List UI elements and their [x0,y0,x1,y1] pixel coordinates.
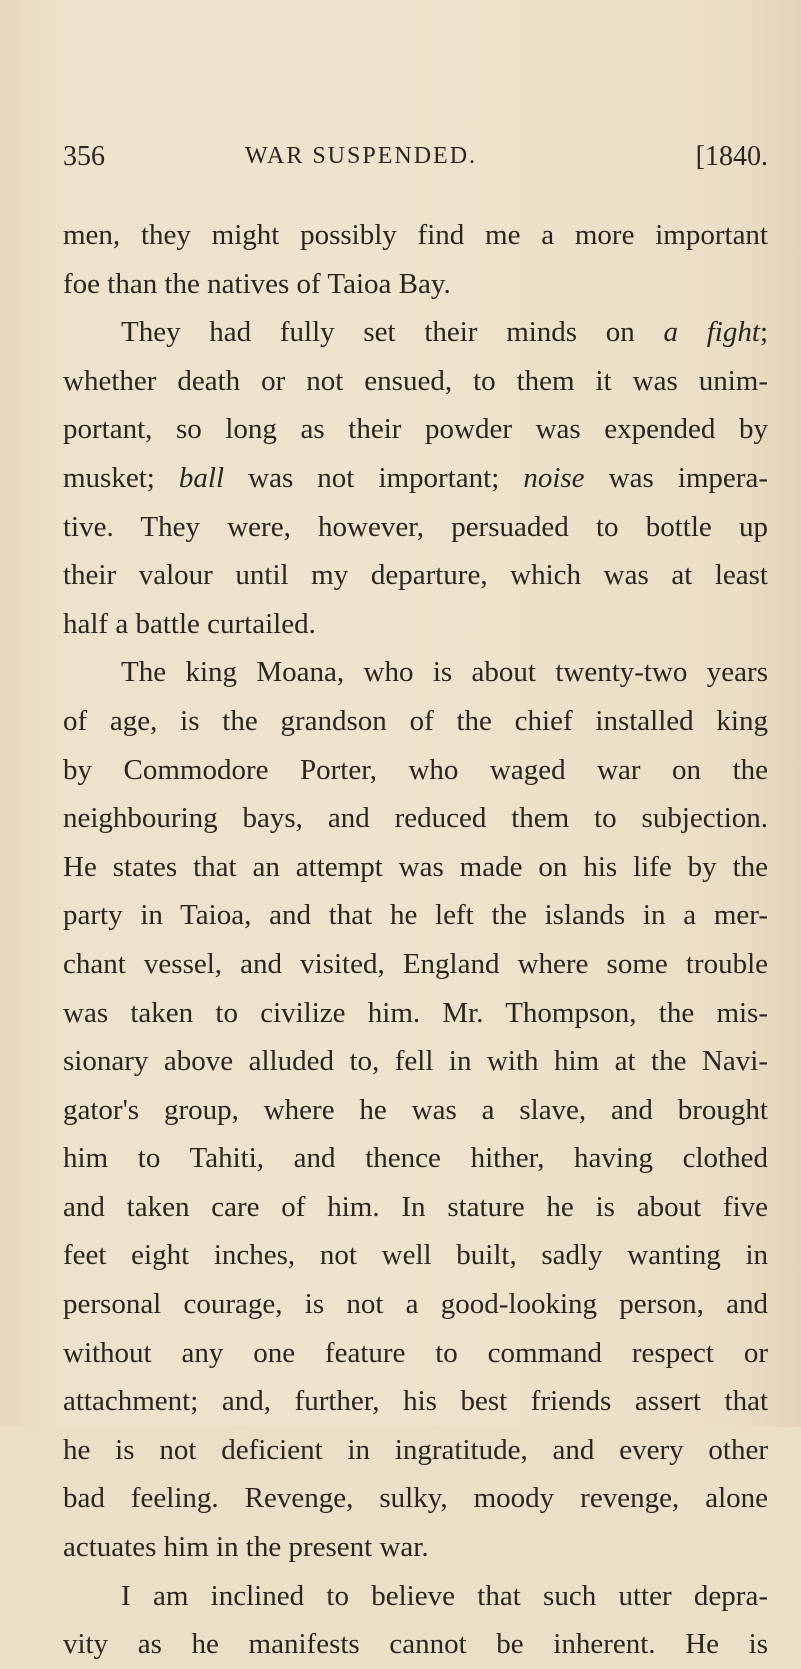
running-header [63,141,768,181]
text-line: The king Moana, who is about twenty-two years [121,656,768,689]
text-line: neighbouring bays, and reduced them to subjection. [63,802,768,835]
text-line: party in Taioa, and that he left the islands in a mer- [63,899,768,932]
text-line: I am inclined to believe that such utter depra- [121,1579,768,1612]
text-line: gator's group, where he was a slave, and brought [63,1093,768,1126]
text-line: He states that an attempt was made on his life by the [63,850,768,883]
text-line: musket; ball was not important; noise was impera- [63,461,768,494]
body-text [63,211,768,1669]
text-line: without any one feature to command respect or [63,1336,768,1369]
text-line: bad feeling. Revenge, sulky, moody revenge, alone [63,1482,768,1515]
italic-word: a fight [663,316,760,349]
text-line: whether death or not ensued, to them it was unim- [63,364,768,397]
italic-word: noise [523,461,585,494]
italic-word: ball [178,461,225,494]
text-line: and taken care of him. In stature he is about five [63,1190,768,1223]
text-line: sionary above alluded to, fell in with him at the Navi- [63,1045,768,1078]
text-line: feet eight inches, not well built, sadly wanting in [63,1239,768,1272]
text-line: of age, is the grandson of the chief installed king [63,704,768,737]
text-line: portant, so long as their powder was expended by [63,413,768,446]
text-line: chant vessel, and visited, England where some trouble [63,947,768,980]
text-line: vity as he manifests cannot be inherent. He is [63,1628,768,1661]
page-number: 356 [63,141,105,172]
paragraph-3 [63,648,768,1571]
running-title: WAR SUSPENDED. [245,143,478,169]
text-line: They had fully set their minds on a fight; [121,316,768,349]
text-line: personal courage, is not a good-looking person, and [63,1288,768,1321]
text-line: tive. They were, however, persuaded to bottle up [63,510,768,543]
text-line: their valour until my departure, which was at least [63,559,768,592]
paragraph-2 [63,308,768,648]
text-line: he is not deficient in ingratitude, and every other [63,1433,768,1466]
text-line: actuates him in the present war. [63,1531,429,1564]
text-line: attachment; and, further, his best friends assert that [63,1385,768,1418]
text-line: him to Tahiti, and thence hither, having clothed [63,1142,768,1175]
paragraph-4 [63,1572,768,1669]
text-line: men, they might possibly find me a more important [63,219,768,251]
text-line: foe than the natives of Taioa Bay. [63,267,451,300]
text-line: was taken to civilize him. Mr. Thompson, the mis- [63,996,768,1029]
header-year: [1840. [695,141,768,172]
text-line: by Commodore Porter, who waged war on the [63,753,768,786]
text-line: half a battle curtailed. [63,607,316,640]
paragraph-1 [63,211,768,308]
